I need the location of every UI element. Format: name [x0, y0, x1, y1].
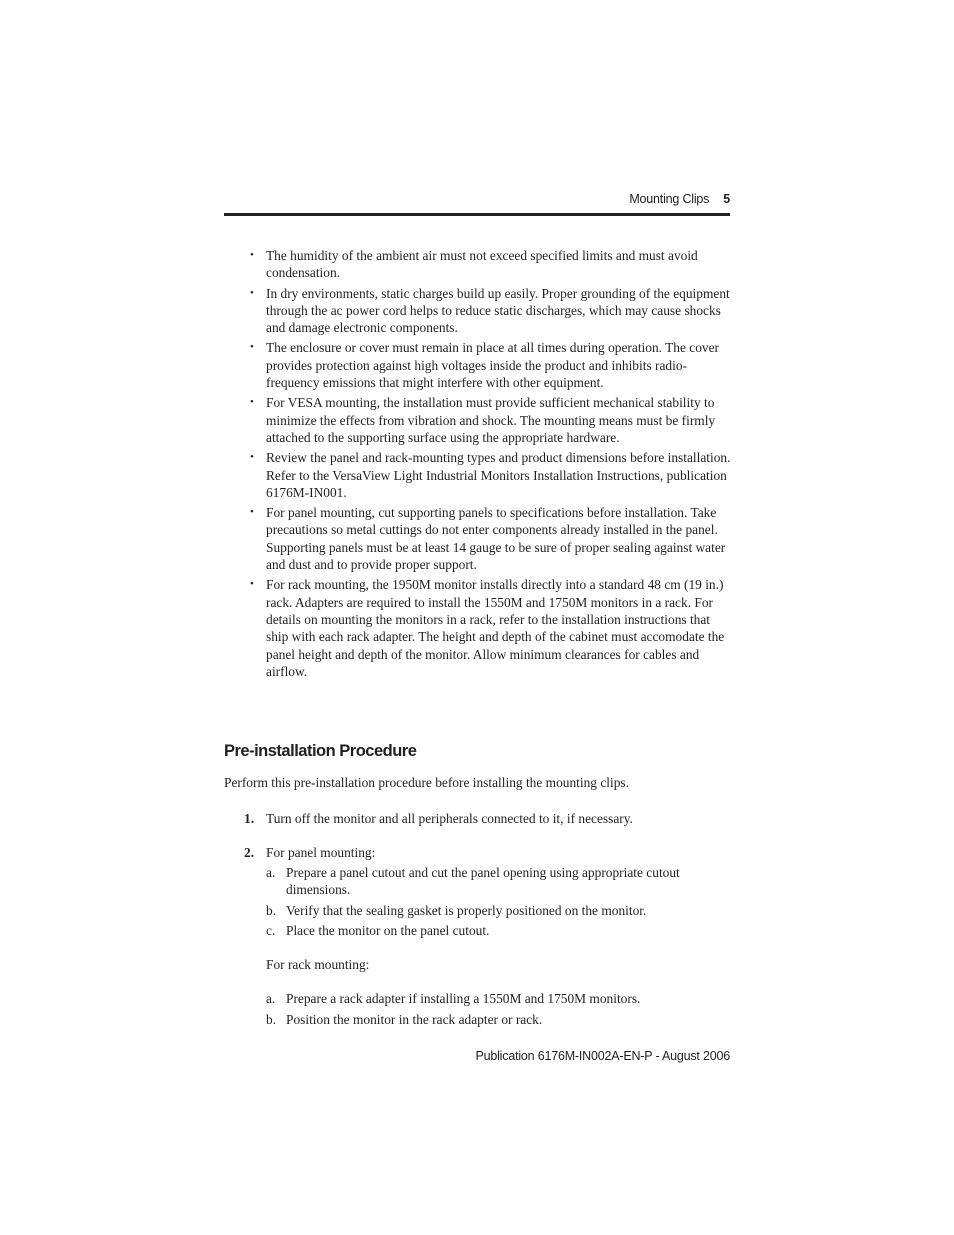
list-item-text: Review the panel and rack-mounting types and product dimensions before installation. Refer to the VersaView Light Industrial Monitors Installation Instructions, publication 6176M-IN001. [266, 450, 731, 500]
panel-substep-c [266, 922, 732, 939]
bullet-marker: • [250, 506, 254, 519]
list-item-text: For panel mounting, cut supporting panels to specifications before installation. Take precautions so metal cuttings do not enter components already installed in the panel. Supporting panels must be at least 14 gauge to be sure of proper sealing against water and dust and to provide proper support. [266, 505, 726, 573]
section-heading: Pre-installation Procedure [224, 742, 417, 760]
bullet-marker: • [250, 578, 254, 591]
bullet-marker: • [250, 451, 254, 464]
list-item [250, 285, 732, 337]
substep-letter: a. [266, 991, 276, 1006]
list-item-text: In dry environments, static charges build up easily. Proper grounding of the equipment through the ac power cord helps to reduce static discharges, which may cause shocks and damage electronic components. [266, 285, 730, 336]
page-number: 5 [723, 192, 730, 206]
substep-text: Prepare a rack adapter if installing a 1550M and 1750M monitors. [286, 991, 641, 1006]
header-section-title: Mounting Clips [629, 192, 710, 206]
substep-text: Position the monitor in the rack adapter or rack. [286, 1012, 543, 1027]
list-item [250, 339, 732, 391]
substep-letter: b. [266, 1012, 277, 1027]
requirements-list [250, 247, 732, 683]
rack-substep-b [266, 1011, 732, 1028]
list-item [250, 576, 732, 680]
running-header [224, 192, 730, 210]
step-text: For panel mounting: [266, 845, 376, 860]
list-item [250, 504, 732, 573]
step-2 [224, 844, 730, 861]
substep-letter: a. [266, 865, 276, 880]
step-number: 1. [244, 811, 255, 826]
step-text: Turn off the monitor and all peripherals connected to it, if necessary. [266, 811, 633, 826]
substep-letter: b. [266, 903, 277, 918]
intro-paragraph: Perform this pre-installation procedure before installing the mounting clips. [224, 775, 629, 790]
list-item-text: The enclosure or cover must remain in place at all times during operation. The cover provides protection against high voltages inside the product and inhibits radio-frequency emissions that might interfere with other equipment. [266, 340, 720, 391]
step-1 [224, 810, 730, 827]
list-item [250, 247, 732, 282]
list-item-text: For VESA mounting, the installation must provide sufficient mechanical stability to minimize the effects from vibration and shock. The mounting means must be firmly attached to the supporting surface using the appropriate hardware. [266, 395, 716, 445]
panel-substep-b [266, 902, 732, 919]
rack-mounting-label: For rack mounting: [266, 957, 370, 972]
list-item-text: For rack mounting, the 1950M monitor installs directly into a standard 48 cm (19 in.) rack. Adapters are required to install the 1550M and 1750M monitors in a rack. For details on mounting the monitors in a rack, refer to the installation instructions that ship with each rack adapter. The height and depth of the cabinet must accomodate the panel height and depth of the monitor. Allow minimum clearances for cables and airflow. [266, 577, 725, 679]
substep-text: Prepare a panel cutout and cut the panel opening using appropriate cutout dimensions. [286, 865, 680, 898]
bullet-marker: • [250, 286, 254, 299]
list-item-text: The humidity of the ambient air must not exceed specified limits and must avoid condensation. [266, 248, 698, 281]
bullet-marker: • [250, 341, 254, 354]
publication-footer: Publication 6176M-IN002A-EN-P - August 2006 [475, 1049, 730, 1063]
substep-text: Place the monitor on the panel cutout. [286, 923, 490, 938]
header-rule [224, 213, 730, 216]
step-number: 2. [244, 845, 255, 860]
list-item [250, 449, 732, 501]
list-item [250, 394, 732, 446]
panel-substep-a [266, 864, 732, 899]
bullet-marker: • [250, 249, 254, 261]
substep-letter: c. [266, 923, 276, 938]
substep-text: Verify that the sealing gasket is properly positioned on the monitor. [286, 903, 647, 918]
bullet-marker: • [250, 396, 254, 409]
rack-substep-a [266, 990, 732, 1007]
